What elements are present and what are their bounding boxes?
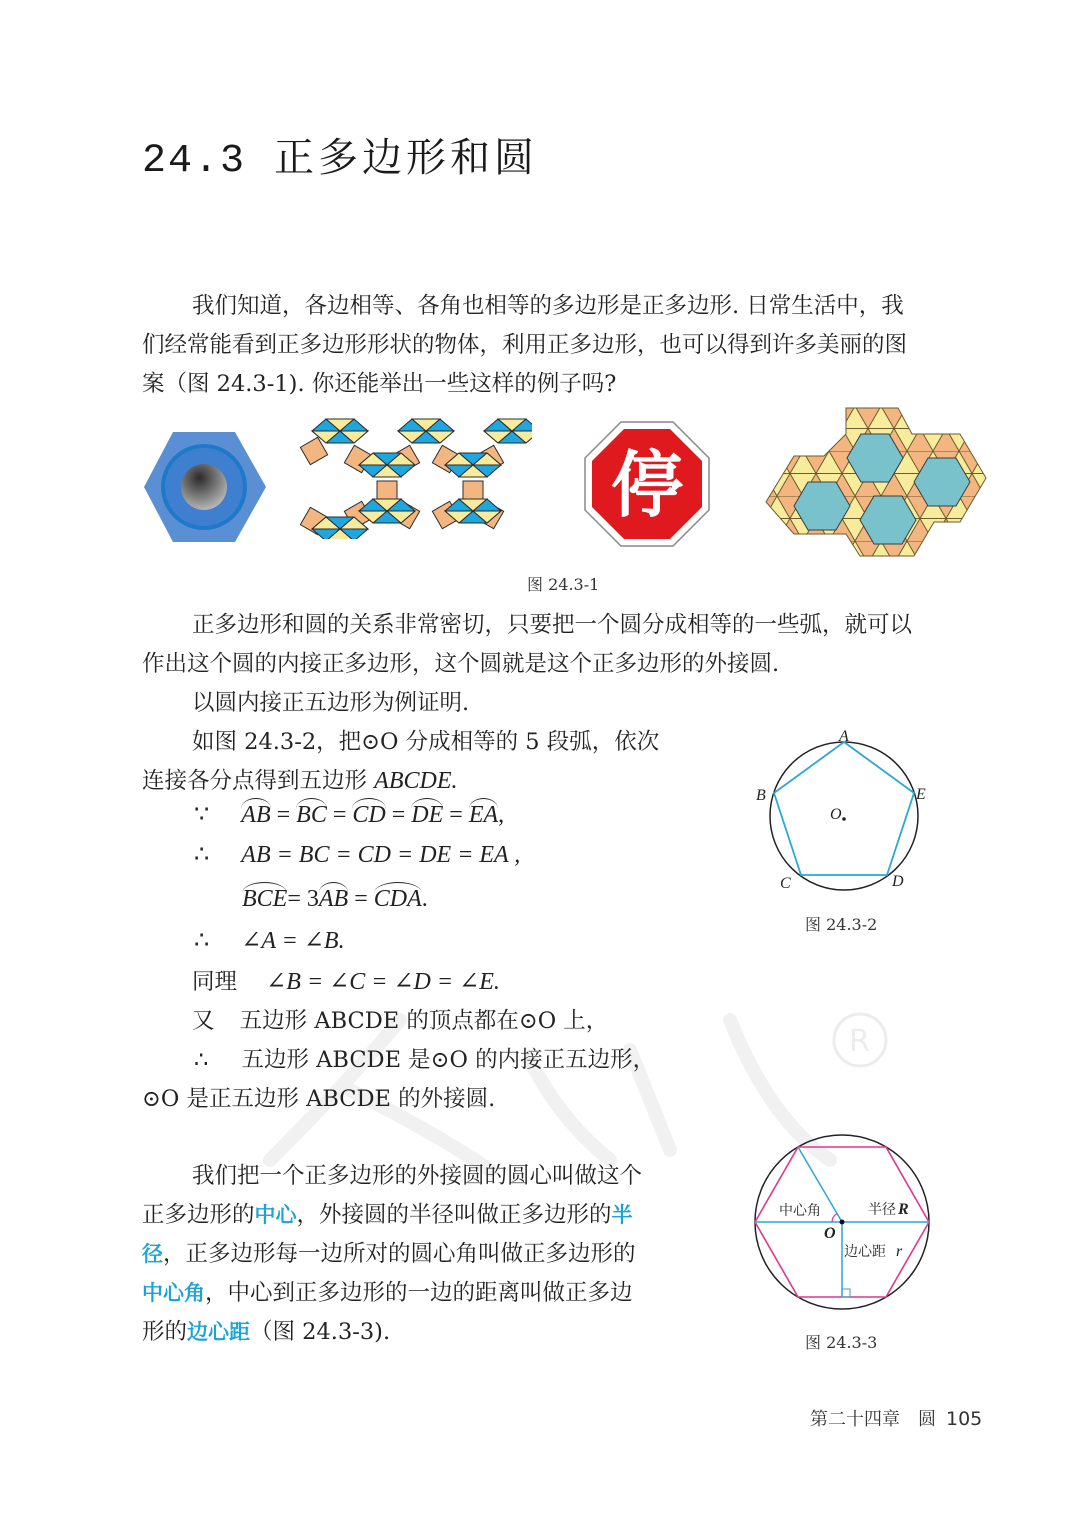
keyword-radius: 半 bbox=[611, 1203, 633, 1227]
also-label: 又 bbox=[192, 1008, 215, 1034]
radius-label: 半径 bbox=[868, 1202, 896, 1218]
because-symbol: ∵ bbox=[194, 802, 210, 828]
intro-line-2: 们经常能看到正多边形形状的物体，利用正多边形，也可以得到许多美丽的图 bbox=[142, 332, 908, 358]
angle-ab-line bbox=[194, 926, 345, 955]
intro-line-1: 我们知道，各边相等、各角也相等的多边形是正多边形. 日常生活中，我 bbox=[192, 293, 904, 319]
therefore-symbol: ∴ bbox=[194, 842, 210, 868]
thus-line bbox=[194, 1042, 655, 1074]
pentagon-name: ABCDE. bbox=[374, 768, 458, 794]
section-title-text: 正多边形和圆 bbox=[274, 135, 539, 181]
thus-text: 五边形 ABCDE 是⊙O 的内接正五边形， bbox=[241, 1047, 656, 1073]
figure-2-caption: 图 24.3-2 bbox=[805, 915, 878, 934]
vertex-b-label: B bbox=[756, 787, 766, 804]
figure-1-caption: 图 24.3-1 bbox=[527, 575, 600, 594]
para3-line-2 bbox=[142, 1197, 633, 1229]
chord-equality: AB = BC = CD = DE = EA , bbox=[241, 842, 521, 868]
angle-bcde: ∠B = ∠C = ∠D = ∠E. bbox=[266, 969, 500, 995]
para3-text: （图 24.3-3). bbox=[250, 1319, 391, 1345]
arc-ab-2: AB bbox=[318, 886, 349, 912]
para2-line-1: 正多边形和圆的关系非常密切，只要把一个圆分成相等的一些弧，就可以 bbox=[192, 612, 913, 638]
keyword-apothem: 边心距 bbox=[187, 1320, 251, 1344]
stop-sign-text: 停 bbox=[610, 443, 684, 527]
keyword-central-angle: 中心角 bbox=[142, 1281, 205, 1305]
para3-text: ，正多边形每一边所对的圆心角叫做正多边形的 bbox=[163, 1241, 636, 1267]
para3-text: ，中心到正多边形的一边的距离叫做正多边 bbox=[205, 1280, 633, 1306]
para3-line-3 bbox=[142, 1236, 636, 1268]
keyword-radius-cont: 径 bbox=[142, 1242, 163, 1266]
arc-ea: EA bbox=[468, 802, 499, 828]
arc-bce: BCE bbox=[242, 886, 288, 912]
figure-3-caption: 图 24.3-3 bbox=[805, 1333, 878, 1352]
stop-sign-image bbox=[583, 420, 711, 548]
para3-line-4 bbox=[142, 1275, 633, 1307]
para3-text: 形的 bbox=[142, 1319, 188, 1345]
section-number: 24.3 bbox=[142, 139, 247, 184]
section-title bbox=[142, 126, 538, 184]
para2-line-3: 以圆内接正五边形为例证明. bbox=[192, 690, 470, 716]
proof-line-2-text: 连接各分点得到五边形 bbox=[142, 768, 375, 794]
para3-text: ，外接圆的半径叫做正多边形的 bbox=[296, 1202, 612, 1228]
chord-equality-line bbox=[194, 840, 520, 869]
keyword-center: 中心 bbox=[254, 1203, 297, 1227]
page-footer bbox=[810, 1405, 982, 1431]
triangle-square-tiling-image bbox=[300, 413, 532, 539]
vertex-a-label: A bbox=[839, 728, 849, 745]
arc-ab: AB bbox=[241, 802, 271, 828]
arc-equality-line: ∵ AB = BC = CD = DE = EA, bbox=[194, 802, 505, 828]
para3-text: 正多边形的 bbox=[142, 1202, 255, 1228]
also-text: 五边形 ABCDE 的顶点都在⊙O 上， bbox=[239, 1008, 609, 1034]
arc-bc: BC bbox=[296, 802, 327, 828]
proof-line-2 bbox=[142, 763, 457, 795]
same-reason-line bbox=[192, 964, 500, 996]
eq-3: = 3 bbox=[287, 886, 319, 912]
hex-nut-image bbox=[142, 430, 266, 544]
chapter-label: 第二十四章 圆 bbox=[810, 1409, 936, 1430]
para2-line-2: 作出这个圆的内接正多边形，这个圆就是这个正多边形的外接圆. bbox=[142, 651, 780, 677]
arc-cd: CD bbox=[352, 802, 386, 828]
apothem-symbol: r bbox=[896, 1243, 903, 1260]
vertex-c-label: C bbox=[780, 875, 791, 892]
also-line bbox=[192, 1003, 608, 1035]
center-o-label: O bbox=[830, 806, 842, 823]
vertex-d-label: D bbox=[892, 873, 904, 890]
conclusion-line: ⊙O 是正五边形 ABCDE 的外接圆. bbox=[142, 1086, 496, 1112]
arc-cda: CDA bbox=[373, 886, 422, 912]
angle-ab: ∠A = ∠B. bbox=[241, 928, 345, 954]
inscribed-pentagon-figure bbox=[752, 726, 942, 896]
apothem-label: 边心距 bbox=[844, 1244, 886, 1260]
para3-line-1: 我们把一个正多边形的外接圆的圆心叫做这个 bbox=[192, 1163, 643, 1189]
para3-line-5 bbox=[142, 1314, 390, 1346]
therefore-symbol-2: ∴ bbox=[194, 928, 210, 954]
page-number: 105 bbox=[946, 1408, 983, 1430]
center-o-label-2: O bbox=[824, 1225, 836, 1242]
regular-hexagon-figure bbox=[752, 1134, 934, 1314]
arc-de: DE bbox=[411, 802, 444, 828]
central-angle-label: 中心角 bbox=[779, 1203, 821, 1219]
therefore-symbol-3: ∴ bbox=[194, 1047, 209, 1073]
same-reason-label: 同理 bbox=[192, 969, 238, 995]
vertex-e-label: E bbox=[916, 786, 926, 803]
svg-text:R: R bbox=[849, 1024, 870, 1059]
proof-line-1: 如图 24.3-2，把⊙O 分成相等的 5 段弧，依次 bbox=[192, 729, 660, 755]
arc-sum-line: BCE= 3AB = CDA. bbox=[242, 886, 428, 912]
hexagon-triangle-tiling-image bbox=[764, 406, 988, 564]
radius-symbol: R bbox=[898, 1201, 909, 1218]
intro-line-3: 案（图 24.3-1). 你还能举出一些这样的例子吗? bbox=[142, 371, 617, 397]
